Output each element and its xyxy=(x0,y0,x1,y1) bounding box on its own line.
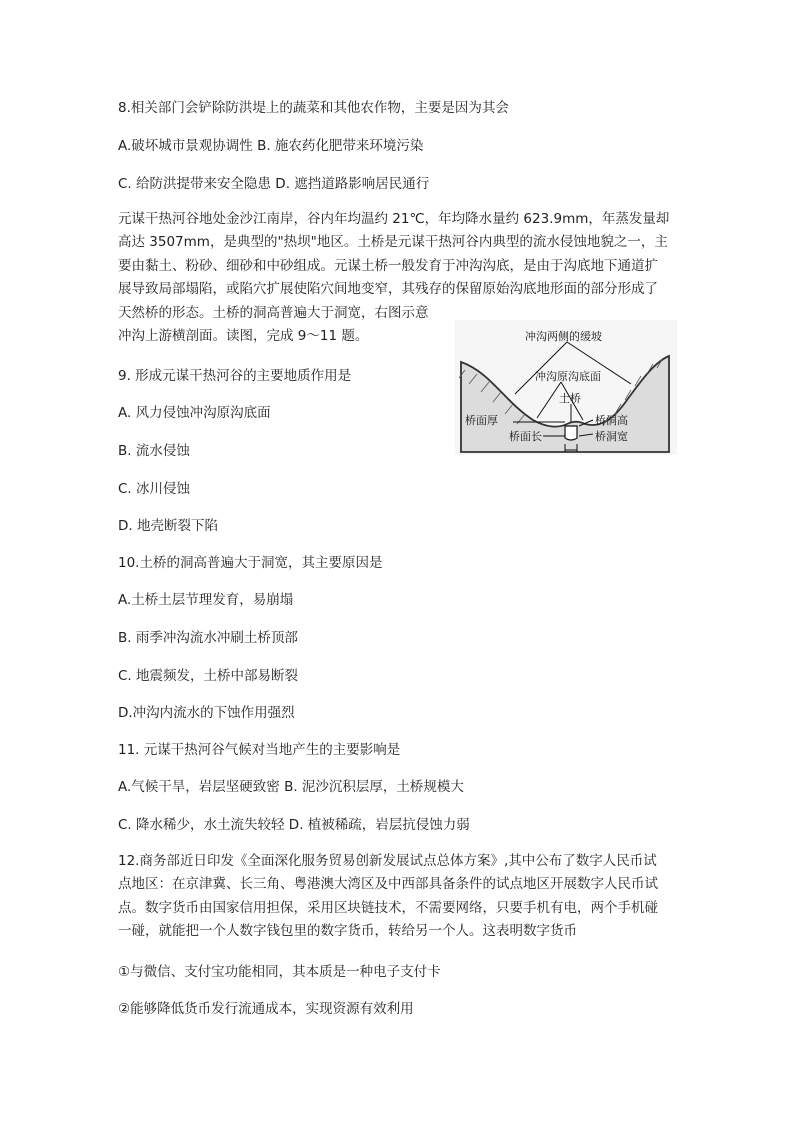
q12-item-1: ①与微信、支付宝功能相同，其本质是一种电子支付卡 xyxy=(118,964,441,980)
q12-line: 一碰，就能把一个人数字钱包里的数字货币，转给另一个人。这表明数字货币 xyxy=(118,923,577,940)
label-bridge: 土桥 xyxy=(559,392,581,405)
q12-line: 点。数字货币由国家信用担保，采用区块链技术，不需要网络，只要手机有电，两个手机碰 xyxy=(118,899,658,916)
q12-item-2: ②能够降低货币发行流通成本，实现资源有效利用 xyxy=(118,1001,414,1017)
q11-options-ab: A.气候干旱，岩层坚硬致密 B. 泥沙沉积层厚，土桥规模大 xyxy=(118,779,464,795)
label-thickness: 桥面厚 xyxy=(465,414,498,427)
label-slopes: 冲沟两侧的缓坡 xyxy=(525,330,602,343)
label-floor: 冲沟原沟底面 xyxy=(535,370,601,383)
q11-stem: 11. 元谋干热河谷气候对当地产生的主要影响是 xyxy=(118,742,401,758)
passage-line: 元谋干热河谷地处金沙江南岸，谷内年均温约 21℃，年均降水量约 623.9mm，年蒸发量却 xyxy=(118,211,670,227)
question-12 xyxy=(118,850,678,944)
q9-stem: 9. 形成元谋干热河谷的主要地质作用是 xyxy=(118,368,352,384)
gully-cross-section-figure xyxy=(455,320,677,455)
q10-option: D.冲沟内流水的下蚀作用强烈 xyxy=(118,705,295,721)
q8-options-cd: C. 给防洪提带来安全隐患 D. 遮挡道路影响居民通行 xyxy=(118,176,430,192)
passage-line: 天然桥的形态。土桥的洞高普遍大于洞宽，右图示意 xyxy=(118,304,429,321)
bridge-hole xyxy=(565,426,577,440)
q11-options-cd: C. 降水稀少，水土流失较轻 D. 植被稀疏，岩层抗侵蚀力弱 xyxy=(118,817,470,833)
q10-option: A.土桥土层节理发育，易崩塌 xyxy=(118,592,294,608)
passage-line: 要由黏土、粉砂、细砂和中砂组成。元谋土桥一般发育于冲沟沟底，是由于沟底地下通道扩 xyxy=(118,257,658,274)
passage-line: 展导致局部塌陷，或陷穴扩展使陷穴间地变窄，其残存的保留原始沟底地形面的部分形成了 xyxy=(118,281,658,298)
passage-line: 高达 3507mm，是典型的"热坝"地区。土桥是元谋干热河谷内典型的流水侵蚀地貌之一，主 xyxy=(118,234,668,251)
q9-option: B. 流水侵蚀 xyxy=(118,443,190,459)
q8-options-ab: A.破坏城市景观协调性 B. 施农药化肥带来环境污染 xyxy=(118,138,424,154)
q12-line: 12.商务部近日印发《全面深化服务贸易创新发展试点总体方案》,其中公布了数字人民币试 xyxy=(118,853,657,869)
q10-stem: 10.土桥的洞高普遍大于洞宽，其主要原因是 xyxy=(118,555,383,571)
q12-line: 点地区：在京津冀、长三角、粤港澳大湾区及中西部具备条件的试点地区开展数字人民币试 xyxy=(118,876,658,893)
q9-option: D. 地壳断裂下陷 xyxy=(118,518,218,534)
q10-option: C. 地震频发，土桥中部易断裂 xyxy=(118,668,299,684)
label-hole-height: 桥洞高 xyxy=(595,414,628,427)
passage-line: 冲沟上游横剖面。读图，完成 9～11 题。 xyxy=(118,328,369,345)
q9-option: C. 冰川侵蚀 xyxy=(118,481,191,497)
q8-stem: 8.相关部门会铲除防洪堤上的蔬菜和其他农作物，主要是因为其会 xyxy=(118,100,509,116)
q9-option: A. 风力侵蚀冲沟原沟底面 xyxy=(118,405,271,421)
label-hole-width: 桥洞宽 xyxy=(595,430,628,443)
q10-option: B. 雨季冲沟流水冲刷土桥顶部 xyxy=(118,630,298,646)
label-length: 桥面长 xyxy=(509,430,542,443)
